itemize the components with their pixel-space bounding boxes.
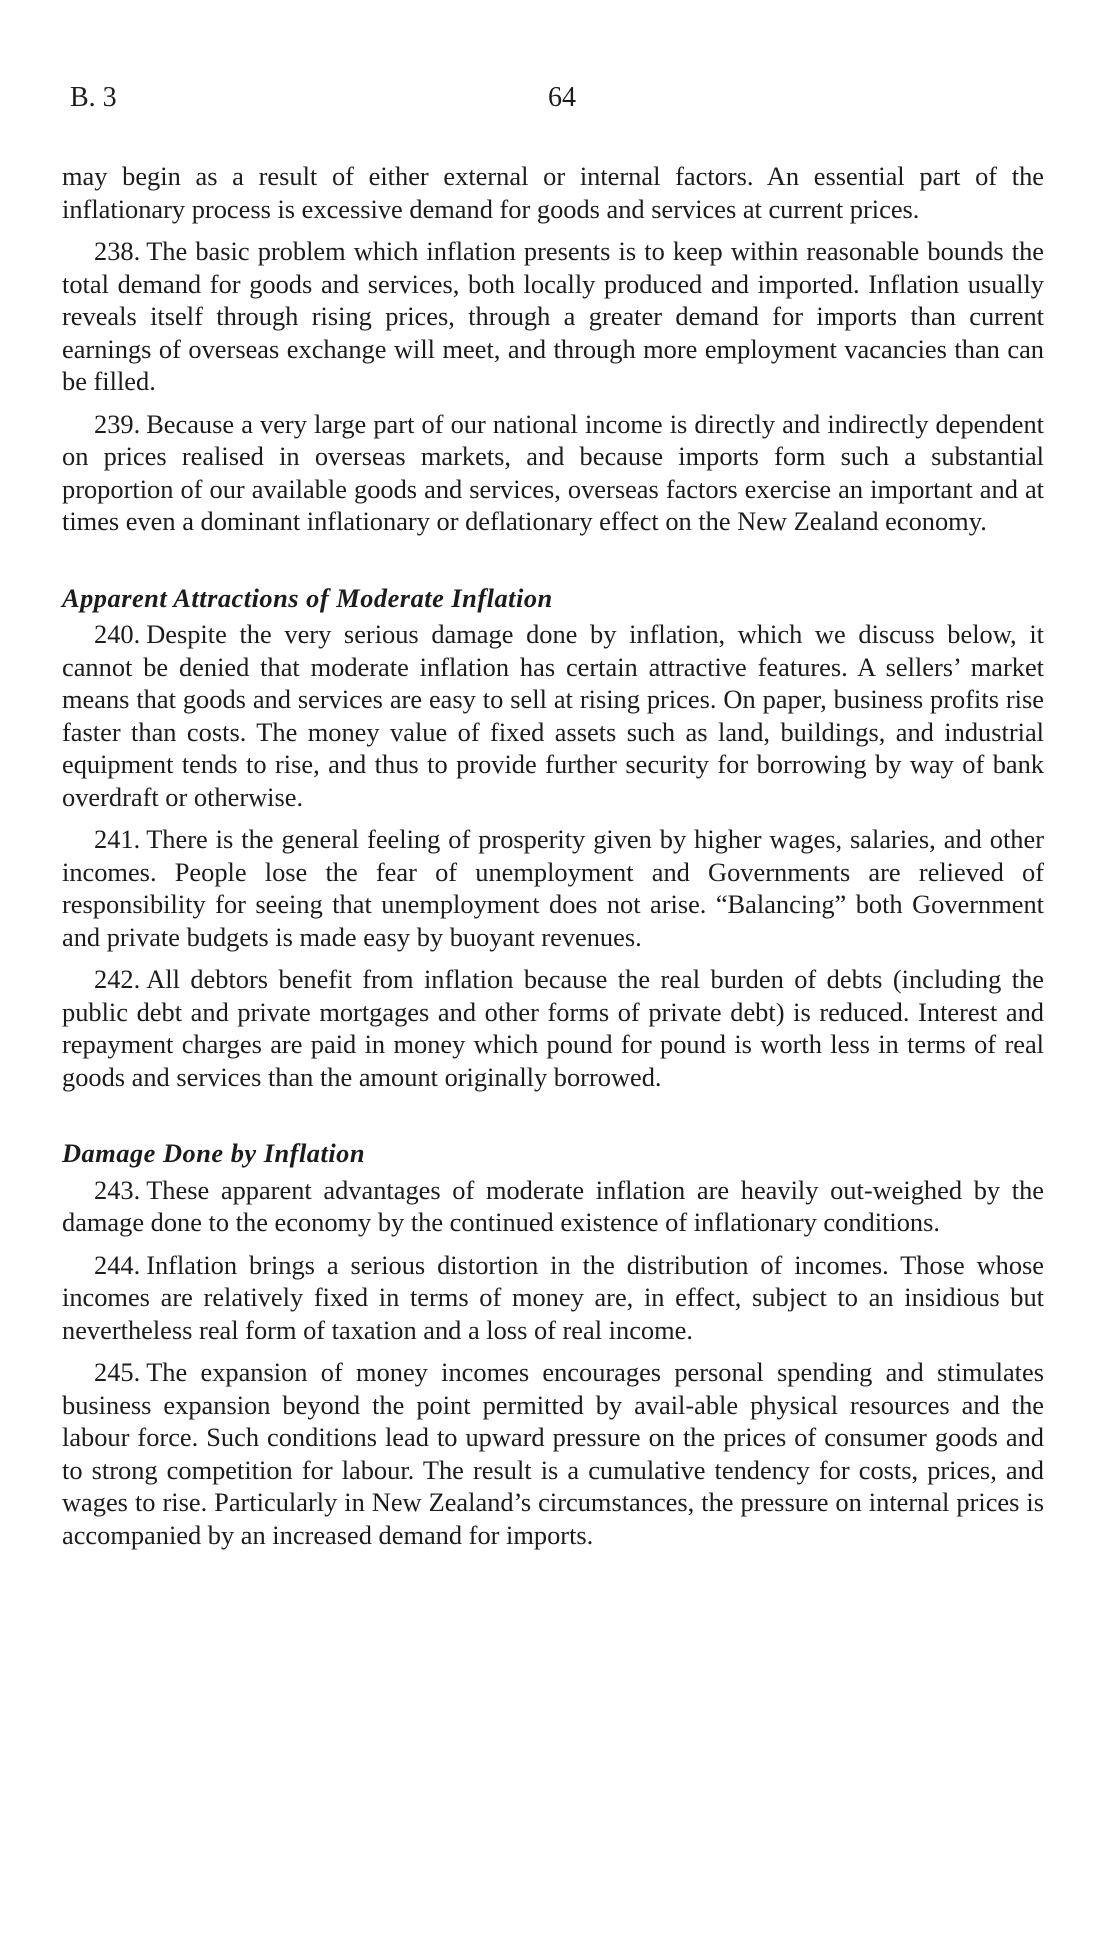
section-heading-apparent-attractions: Apparent Attractions of Moderate Inflation	[62, 582, 553, 613]
paragraph-number: 244.	[94, 1249, 141, 1280]
paragraph-242	[62, 963, 1044, 1093]
paragraph-number: 242.	[94, 964, 141, 994]
paragraph-text: All debtors benefit from inflation because the real burden of debts (including the public debt and private mortgages and other forms of private debt) is reduced. Interest and repayment charges are paid in money which pound for pound is worth less in terms of real goods and services than the amount originally borrowed.	[62, 964, 1044, 1092]
paragraph-245	[62, 1356, 1044, 1551]
paragraph-240	[62, 618, 1044, 813]
page-header	[70, 82, 1050, 122]
paragraph-241	[62, 823, 1044, 953]
paragraph-text: The basic problem which inflation presents is to keep within reasonable bounds the total demand for goods and services, both locally produced and imported. Inflation usually reveals itself through rising prices, through a greater demand for imports than current earnings of overseas exchange will meet, and through more employment vacancies than can be filled.	[62, 236, 1044, 396]
paragraph-text: Despite the very serious damage done by inflation, which we discuss below, it cannot be denied that moderate inflation has certain attractive features. A sellers’ market means that goods and services are easy to sell at rising prices. On paper, business profits rise faster than costs. The money value of fixed assets such as land, buildings, and industrial equipment tends to rise, and thus to provide further security for borrowing by way of bank overdraft or otherwise.	[62, 619, 1044, 812]
page-number: 64	[548, 82, 576, 113]
paragraph-number: 240.	[94, 619, 141, 649]
paragraph-number: 239.	[94, 408, 141, 439]
paragraph-238	[62, 235, 1044, 398]
paragraph-239	[62, 408, 1044, 538]
paragraph-243	[62, 1174, 1044, 1239]
paragraph-number: 238.	[94, 236, 141, 266]
body-text	[62, 160, 1044, 1561]
paragraph-number: 245.	[94, 1357, 141, 1387]
continuation-paragraph: may begin as a result of either external or internal factors. An essential part of the inflationary process is excessive demand for goods and services at current prices.	[62, 161, 1044, 224]
document-reference: B. 3	[70, 82, 117, 113]
paragraph-number: 243.	[94, 1174, 141, 1205]
paragraph-text: Because a very large part of our national income is directly and indirectly dependent on prices realised in overseas markets, and because imports form such a substantial proportion of our available goods and services, overseas factors exercise an important and at times even a dominant inflationary or deflationary effect on the New Zealand economy.	[62, 408, 1044, 536]
paragraph-text: Inflation brings a serious distortion in the distribution of incomes. Those whose incomes are relatively fixed in terms of money are, in effect, subject to an insidious but nevertheless real form of taxation and a loss of real income.	[62, 1249, 1044, 1345]
paragraph-text: The expansion of money incomes encourages personal spending and stimulates business expansion beyond the point permitted by avail-able physical resources and the labour force. Such conditions lead to upward pressure on the prices of consumer goods and to strong competition for labour. The result is a cumulative tendency for costs, prices, and wages to rise. Particularly in New Zealand’s circumstances, the pressure on internal prices is accompanied by an increased demand for imports.	[62, 1357, 1044, 1550]
paragraph-text: These apparent advantages of moderate inflation are heavily out-weighed by the damage done to the economy by the continued existence of inflationary conditions.	[62, 1174, 1044, 1237]
paragraph-244	[62, 1249, 1044, 1347]
paragraph-number: 241.	[94, 824, 141, 854]
section-heading-damage-done: Damage Done by Inflation	[62, 1138, 366, 1168]
paragraph-text: There is the general feeling of prosperity given by higher wages, salaries, and other incomes. People lose the fear of unemployment and Governments are relieved of responsibility for seeing that unemployment does not arise. “Balancing” both Government and private budgets is made easy by buoyant revenues.	[62, 824, 1044, 952]
